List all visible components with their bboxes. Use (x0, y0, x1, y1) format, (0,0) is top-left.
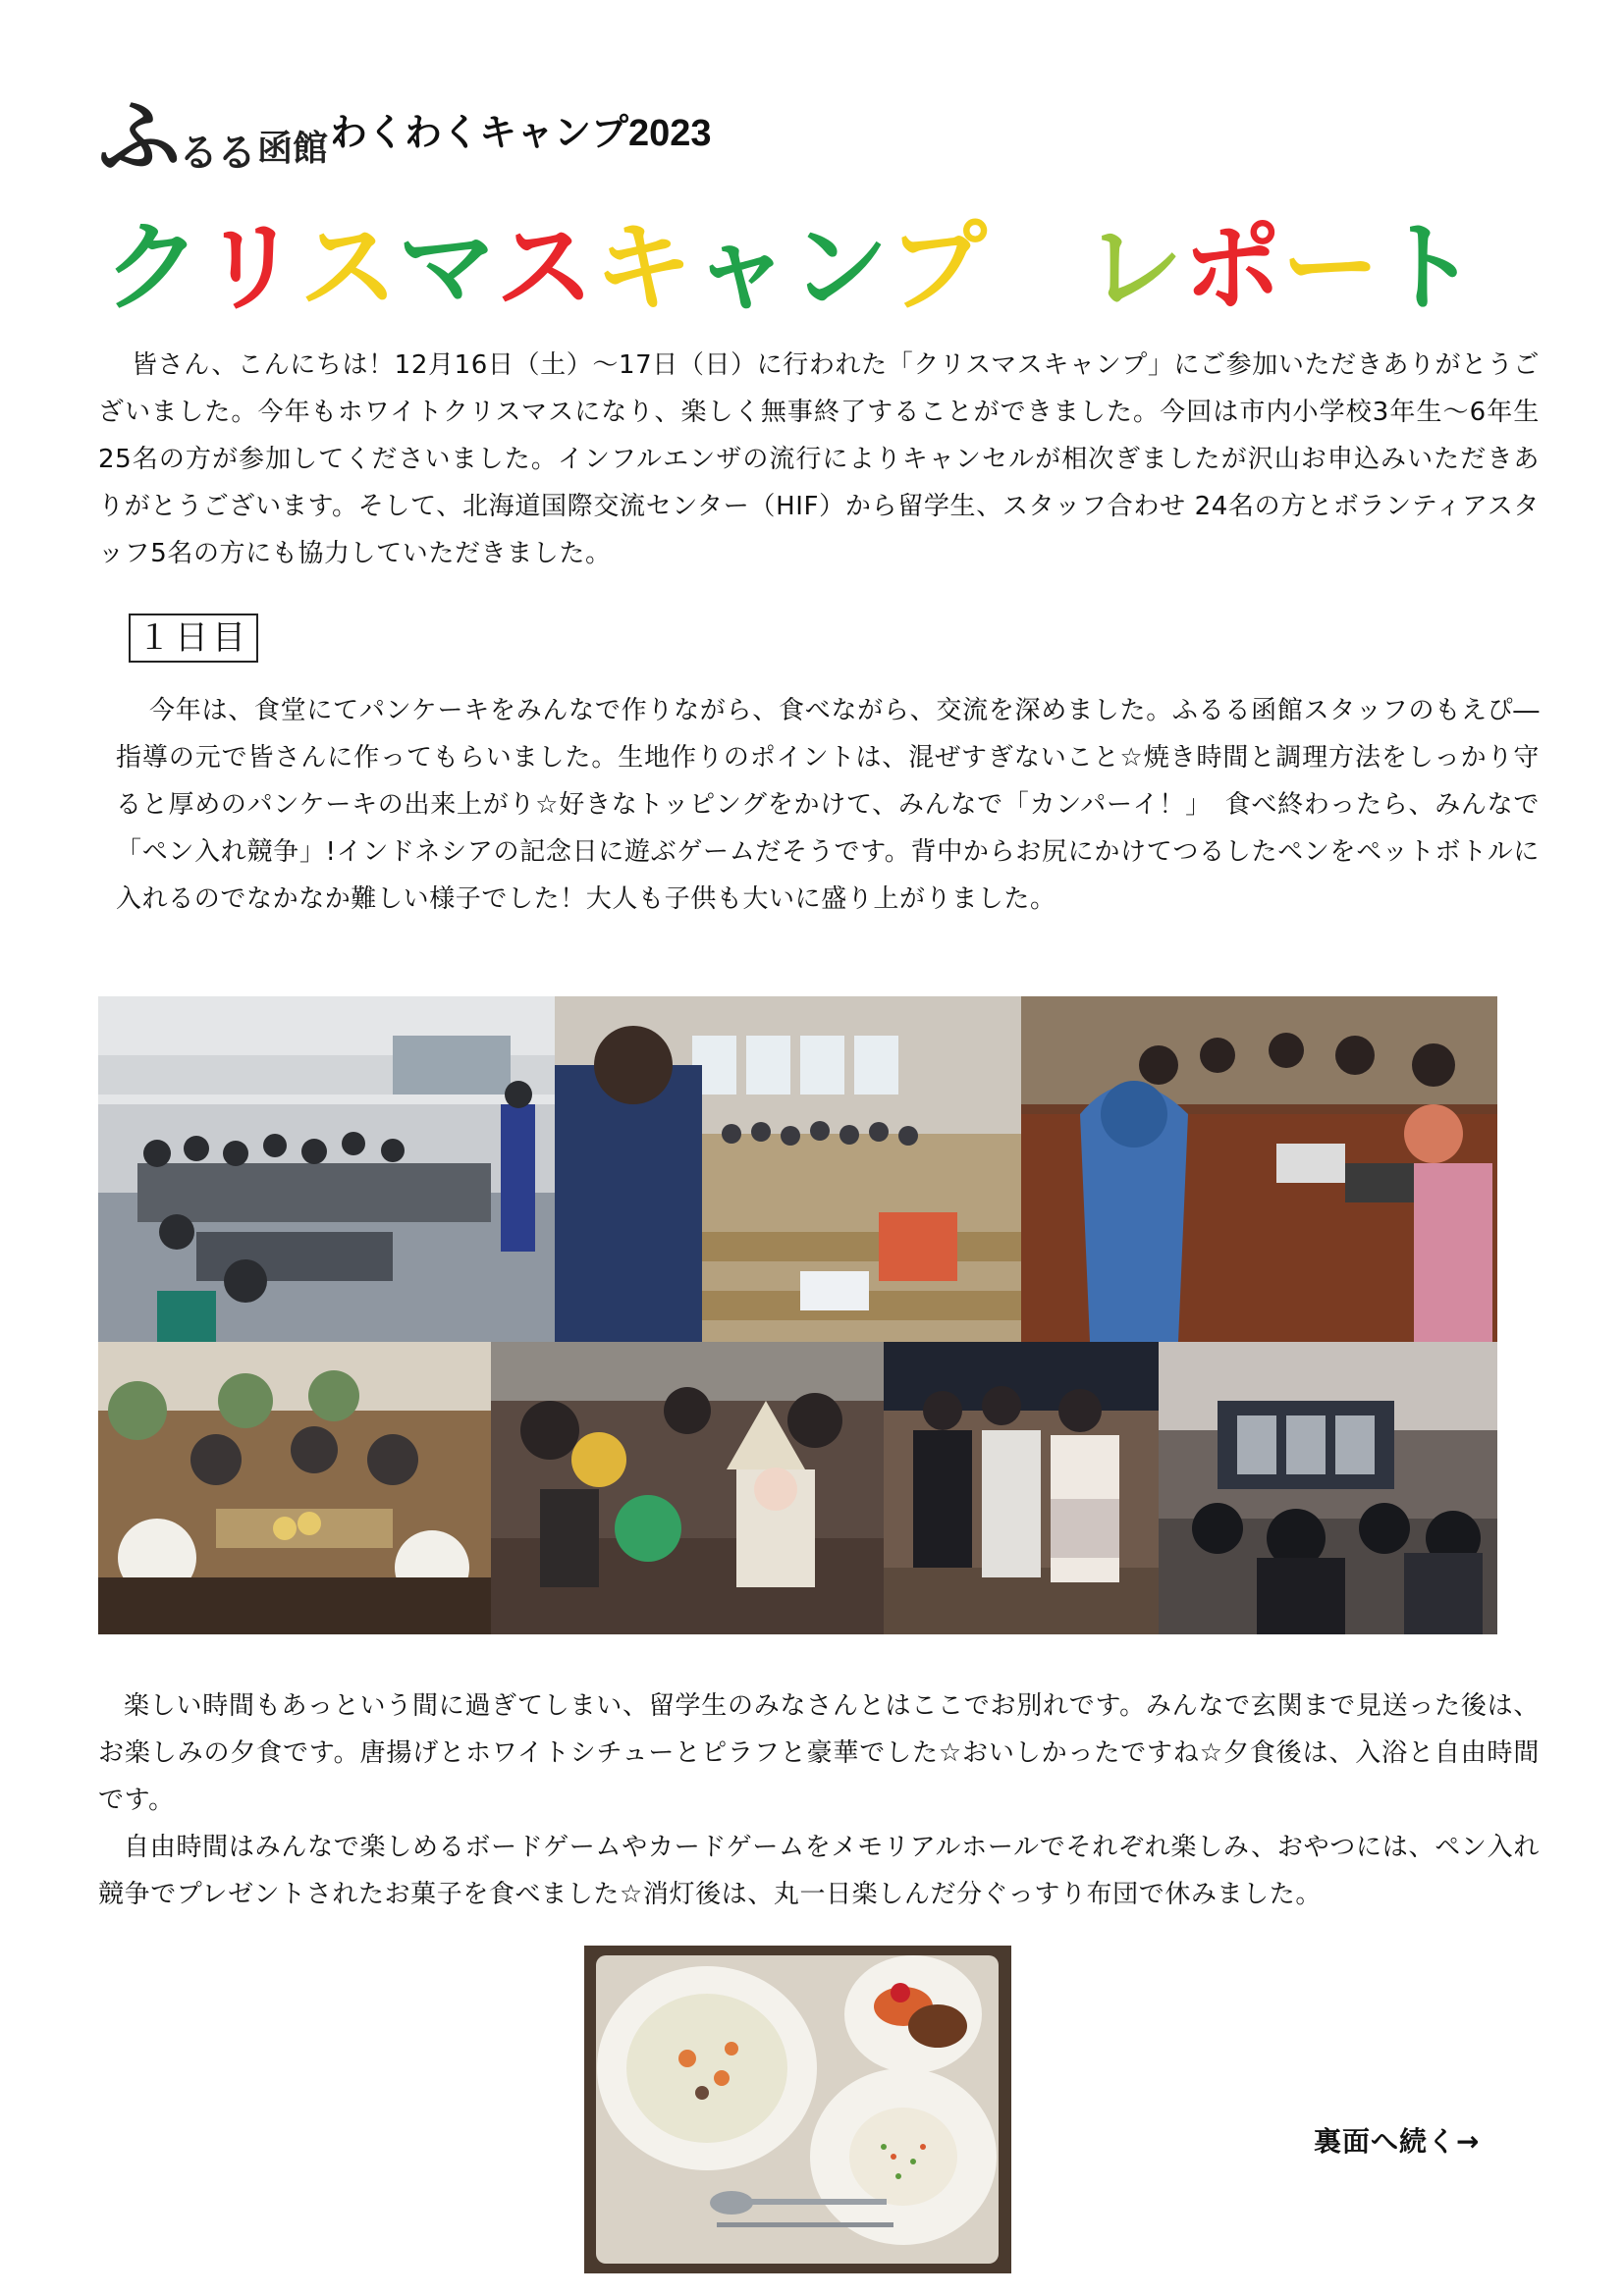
photo-kanpai-toast (98, 1342, 491, 1634)
title-char: ン (790, 210, 889, 325)
title-char: ポ (1183, 210, 1281, 325)
logo-ruru: るる (179, 131, 256, 176)
title-char: ー (1281, 210, 1380, 325)
title-char: ス (299, 210, 398, 325)
dinner-paragraph: 楽しい時間もあっという間に過ぎてしまい、留学生のみなさんとはここでお別れです。みんなで玄関まで見送った後は、お楽しみの夕食です。唐揚げとホワイトシチューとピラフと豪華でした☆おいしかったですね☆夕食後は、入浴と自由時間です。 (98, 1691, 1540, 1815)
title-char: ク (103, 210, 201, 325)
event-title: わくわくキャンプ2023 (330, 113, 712, 154)
title-char: プ (889, 210, 987, 325)
title-char: ト (1380, 210, 1478, 325)
title-char: マ (398, 210, 496, 325)
photo-entrance-farewell (1159, 1342, 1497, 1634)
title-char: リ (201, 210, 299, 325)
intro-paragraph: 皆さん、こんにちは！12月16日（土）～17日（日）に行われた「クリスマスキャンプ」にご参加いただきありがとうございました。今年もホワイトクリスマスになり、楽しく無事終了することができました。今回は市内小学校3年生～6年生25名の方が参加してくださいました。インフルエンザの流行によりキャンセルが相次ぎましたが沢山お申込みいただきありがとうございます。そして、北海道国際交流センター（HIF）から留学生、スタッフ合わせ 24名の方とボランティアスタッフ5名の方にも協力していただきました。 (98, 350, 1540, 568)
title-char (987, 214, 1085, 322)
photo-students-line (884, 1342, 1159, 1634)
photo-meeting-room (98, 996, 555, 1342)
title-char: ャ (692, 210, 790, 325)
free-time-paragraph: 自由時間はみんなで楽しめるボードゲームやカードゲームをメモリアルホールでそれぞれ楽しみ、おやつには、ペン入れ競争でプレゼントされたお菓子を食べました☆消灯後は、丸一日楽しんだ分ぐっすり布団で休みました。 (98, 1833, 1540, 1909)
continue-note: 裏面へ続く→ (1314, 2125, 1481, 2158)
fururu-hakodate-logo (98, 89, 329, 186)
logo-hakodate: 函館 (257, 129, 329, 169)
photo-dining-hall (555, 996, 1021, 1342)
logo-fu: ふ (98, 89, 176, 186)
page-title (103, 210, 1478, 325)
photo-pancake-cooking (1021, 996, 1497, 1342)
title-char: ス (496, 210, 594, 325)
day1-paragraph: 今年は、食堂にてパンケーキをみんなで作りながら、食べながら、交流を深めました。ふるる函館スタッフのもえぴ―指導の元で皆さんに作ってもらいました。生地作りのポイントは、混ぜすぎないこと☆焼き時間と調理方法をしっかり守ると厚めのパンケーキの出来上がり☆好きなトッピングをかけて、みんなで「カンパーイ！」 食べ終わったら、みんなで「ペン入れ競争」!インドネシアの記念日に遊ぶゲームだそうです。背中からお尻にかけてつるしたペンをペットボトルに入れるのでなかなか難しい様子でした！大人も子供も大いに盛り上がりました。 (116, 696, 1540, 914)
day1-label: １日目 (129, 614, 258, 663)
photo-dinner-tray (584, 1946, 1011, 2273)
photo-pen-game (491, 1342, 884, 1634)
title-char: レ (1085, 210, 1183, 325)
title-char: キ (594, 210, 692, 325)
